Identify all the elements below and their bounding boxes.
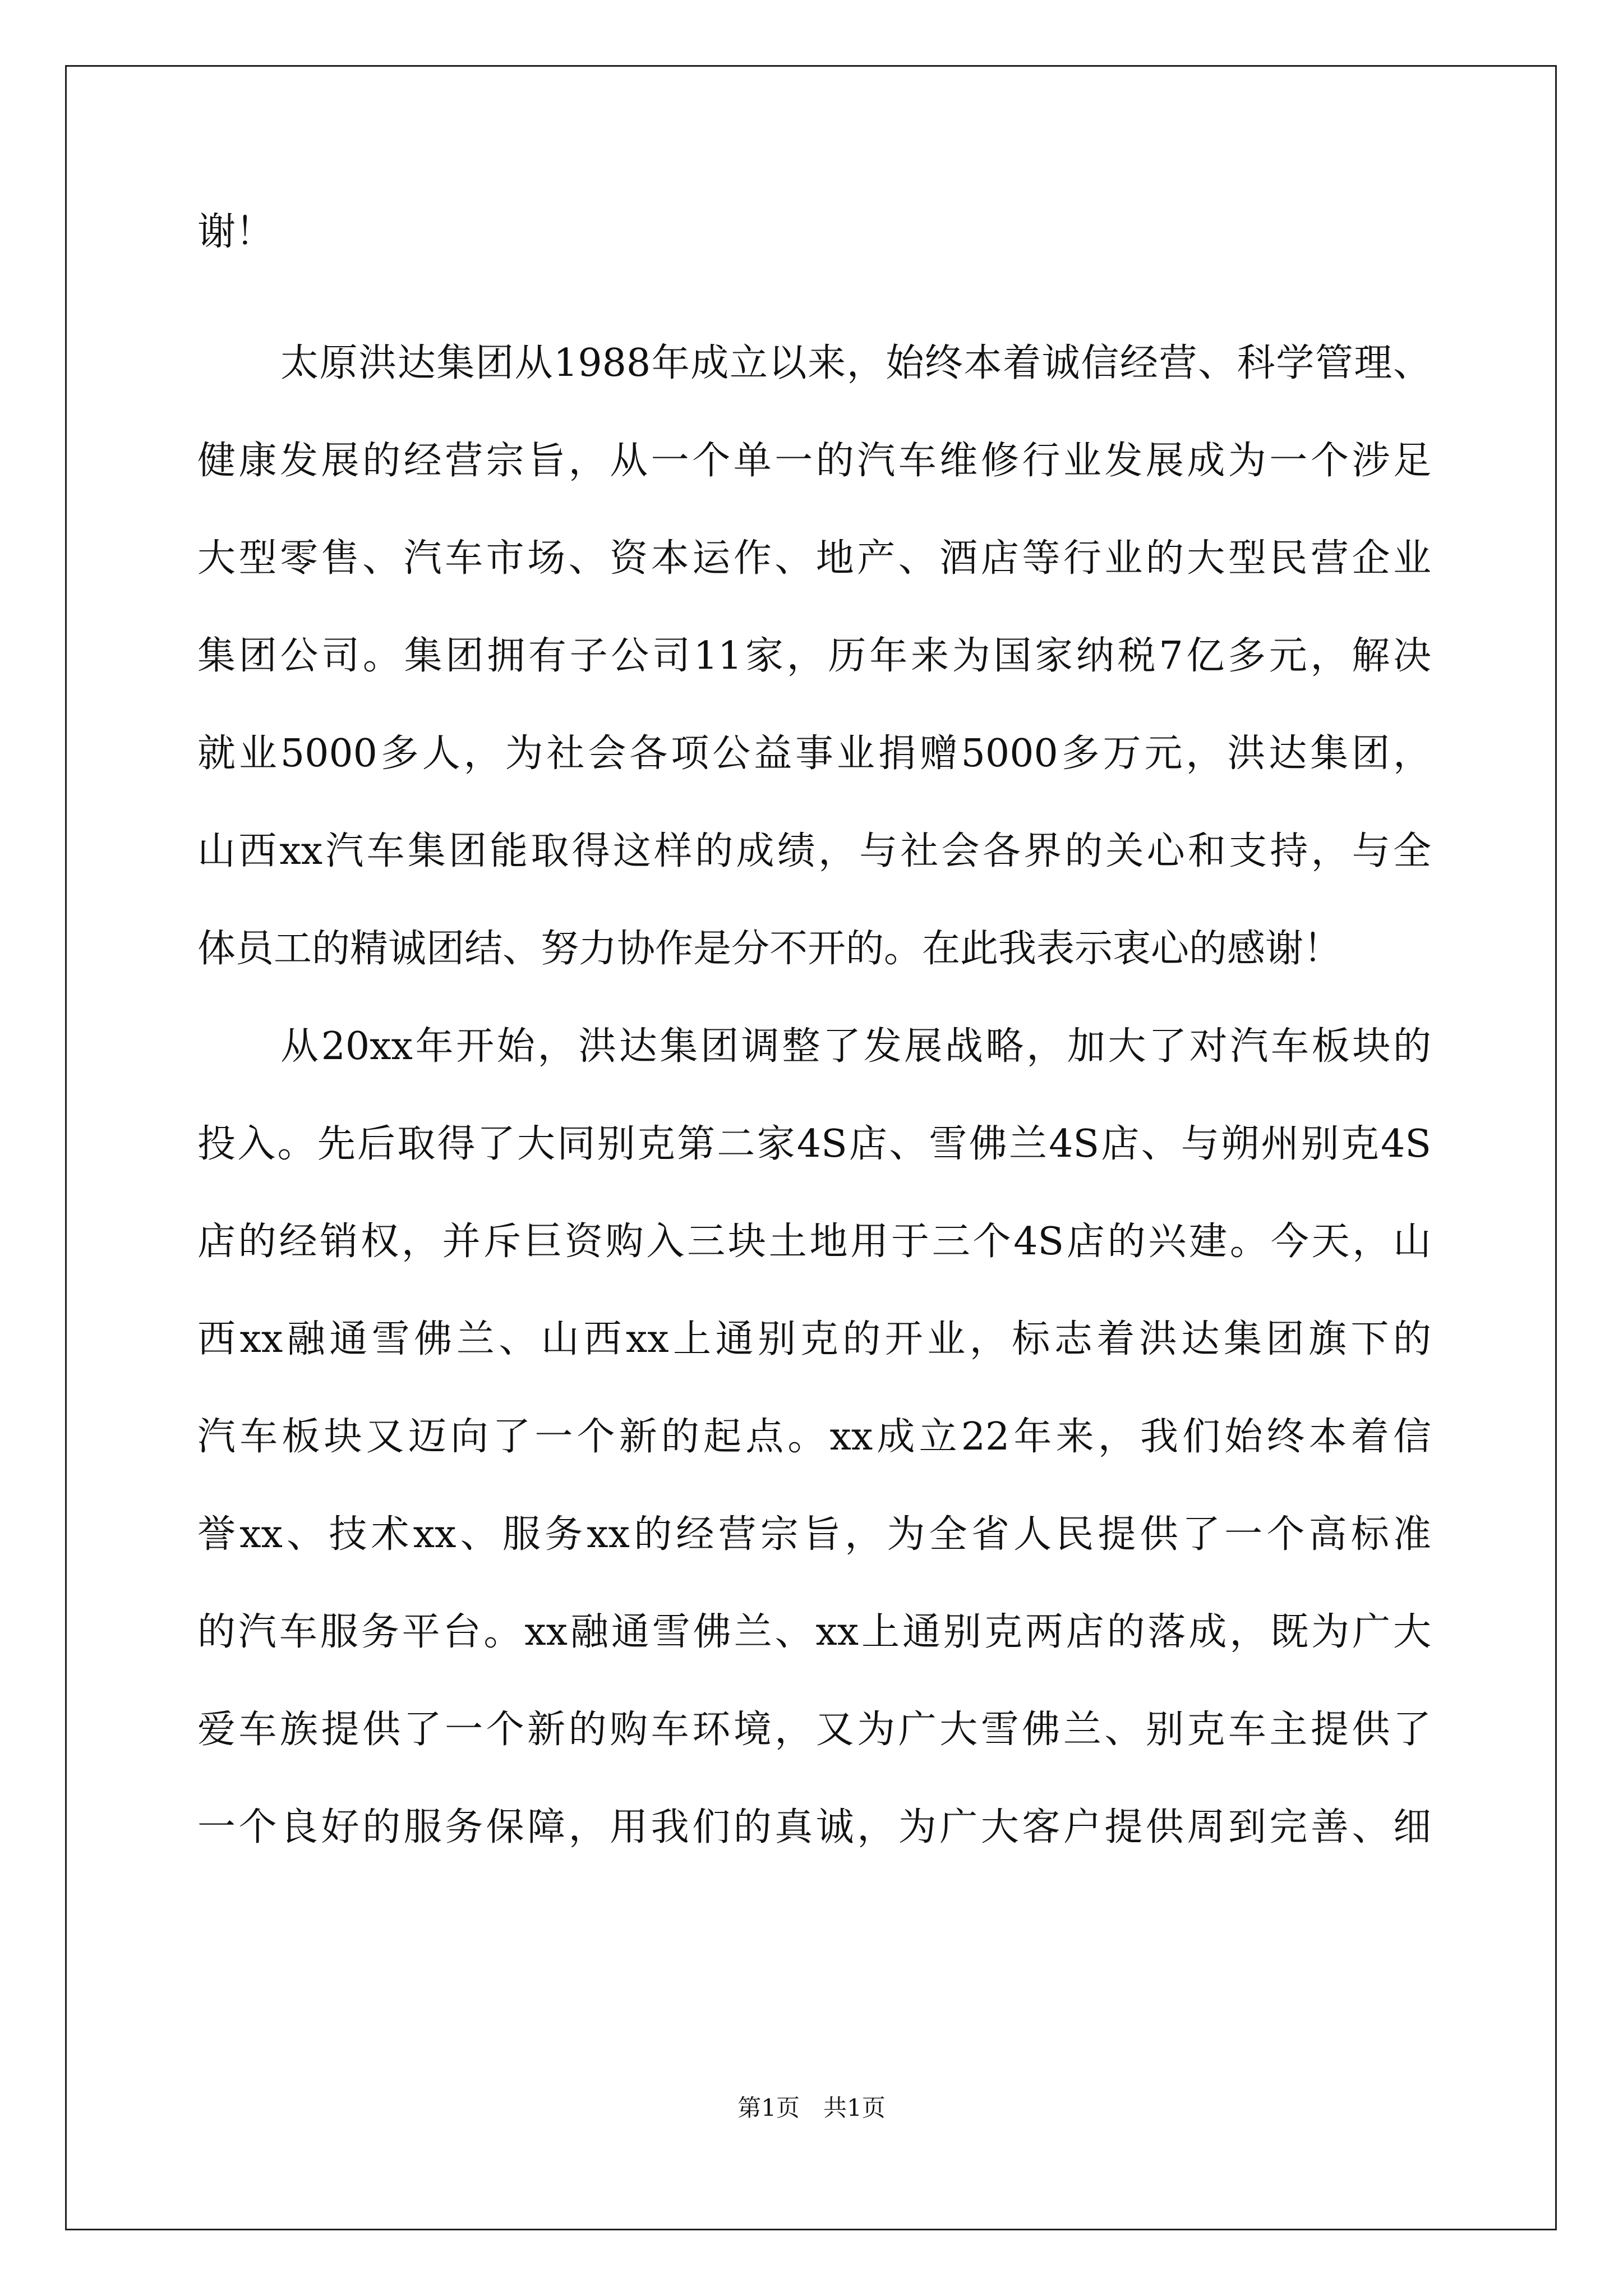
text-line: 投入。先后取得了大同别克第二家4S店、雪佛兰4S店、与朔州别克4S [197,1122,1431,1166]
text-line: 大型零售、汽车市场、资本运作、地产、酒店等行业的大型民营企业 [197,536,1431,581]
text-line: 健康发展的经营宗旨，从一个单一的汽车维修行业发展成为一个涉足 [197,439,1431,483]
paragraph-first-line: 太原洪达集团从1988年成立以来，始终本着诚信经营、科学管理、 [280,341,1431,385]
text-line: 一个良好的服务保障，用我们的真诚，为广大客户提供周到完善、细 [197,1805,1431,1849]
text-line: 集团公司。集团拥有子公司11家，历年来为国家纳税7亿多元，解决 [197,634,1431,678]
text-line: 爱车族提供了一个新的购车环境，又为广大雪佛兰、别克车主提供了 [197,1708,1431,1752]
text-line: 西xx融通雪佛兰、山西xx上通别克的开业，标志着洪达集团旗下的 [197,1317,1431,1361]
text-line: 山西xx汽车集团能取得这样的成绩，与社会各界的关心和支持，与全 [197,829,1431,873]
text-line: 就业5000多人，为社会各项公益事业捐赠5000多万元，洪达集团， [197,731,1431,776]
text-line: 店的经销权，并斥巨资购入三块土地用于三个4S店的兴建。今天，山 [197,1220,1431,1264]
text-line: 谢！ [197,210,274,254]
page-footer: 第1页 共1页 [737,2094,886,2122]
text-line: 的汽车服务平台。xx融通雪佛兰、xx上通别克两店的落成，既为广大 [197,1610,1431,1654]
paragraph-first-line: 从20xx年开始，洪达集团调整了发展战略，加大了对汽车板块的 [280,1024,1431,1069]
text-line: 誉xx、技术xx、服务xx的经营宗旨，为全省人民提供了一个高标准 [197,1512,1431,1557]
text-line: 汽车板块又迈向了一个新的起点。xx成立22年来，我们始终本着信 [197,1415,1431,1459]
text-line: 体员工的精诚团结、努力协作是分不开的。在此我表示衷心的感谢！ [197,927,1342,971]
